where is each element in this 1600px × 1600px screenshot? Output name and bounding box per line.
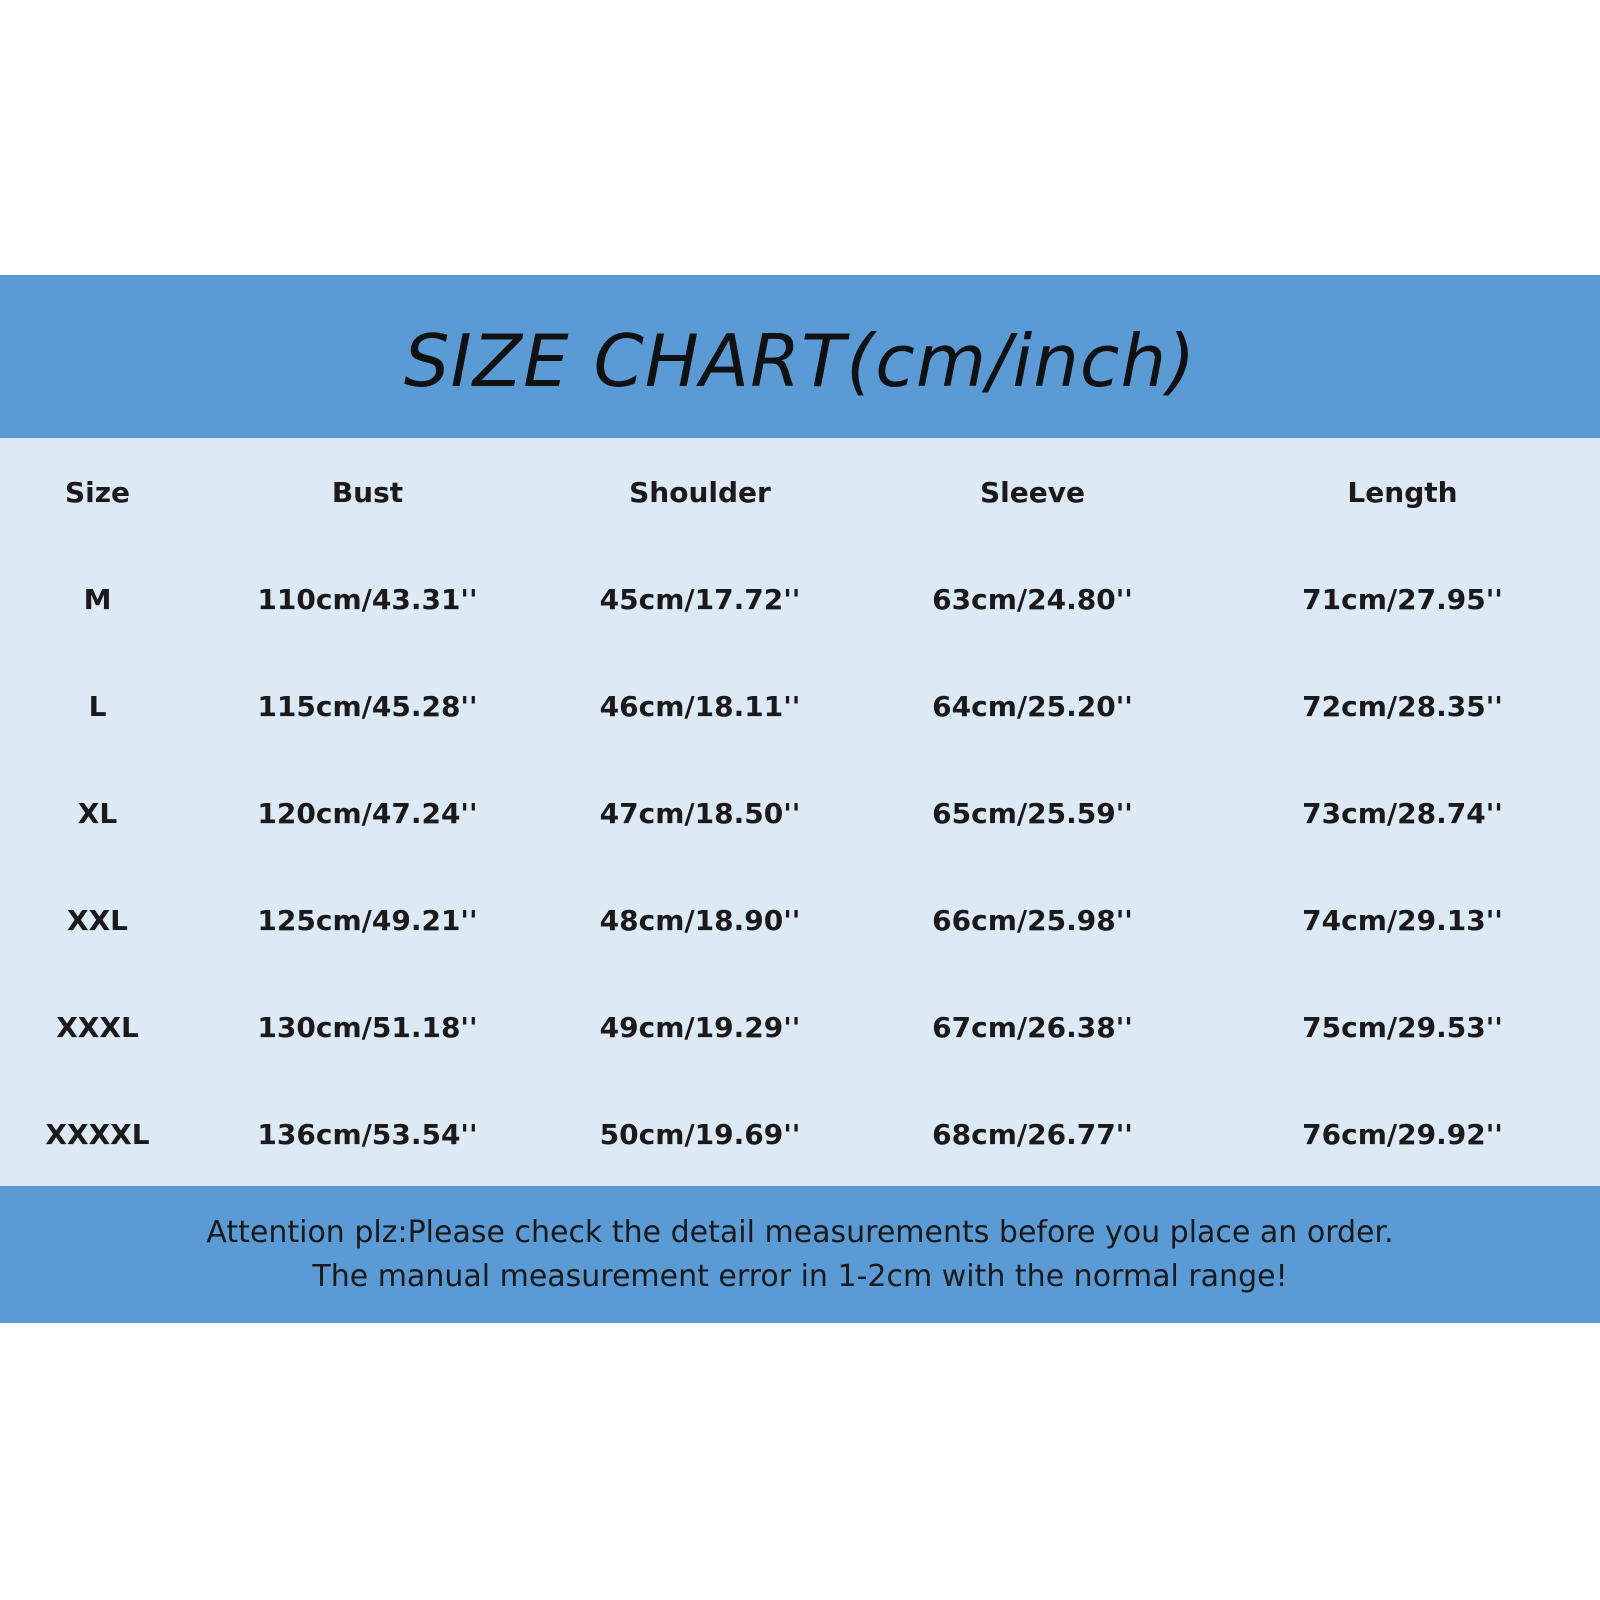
column-header-sleeve: Sleeve [980,475,1085,509]
cell-length: 74cm/29.13'' [1302,904,1503,937]
footer-band [0,1186,1600,1323]
size-table-area [0,438,1600,1186]
cell-shoulder: 45cm/17.72'' [599,583,801,616]
table-row [0,653,1600,760]
cell-sleeve: 67cm/26.38'' [932,1011,1133,1044]
cell-shoulder: 49cm/19.29'' [599,1011,801,1044]
cell-size: M [83,583,112,616]
cell-bust: 115cm/45.28'' [257,690,478,723]
cell-length: 76cm/29.92'' [1302,1118,1503,1151]
cell-shoulder: 50cm/19.69'' [599,1118,801,1151]
attention-notice: Attention plz:Please check the detail measurements before you place an order. [206,1214,1394,1250]
cell-bust: 136cm/53.54'' [257,1118,478,1151]
size-table [0,438,1600,1188]
cell-sleeve: 64cm/25.20'' [932,690,1133,723]
cell-length: 71cm/27.95'' [1302,583,1503,616]
table-header-row [0,438,1600,546]
cell-shoulder: 47cm/18.50'' [599,797,801,830]
table-row [0,867,1600,974]
cell-size: XXXL [56,1011,139,1044]
cell-size: XXL [66,904,129,937]
cell-sleeve: 65cm/25.59'' [932,797,1133,830]
cell-size: XL [77,797,118,830]
cell-bust: 110cm/43.31'' [257,583,478,616]
cell-bust: 125cm/49.21'' [257,904,478,937]
cell-length: 72cm/28.35'' [1302,690,1503,723]
table-row [0,1081,1600,1188]
cell-sleeve: 66cm/25.98'' [932,904,1133,937]
table-row [0,546,1600,653]
cell-size: L [88,690,107,723]
column-header-bust: Bust [331,475,404,509]
cell-sleeve: 68cm/26.77'' [932,1118,1133,1151]
column-header-size: Size [64,475,131,509]
cell-shoulder: 46cm/18.11'' [599,690,801,723]
cell-length: 73cm/28.74'' [1302,797,1503,830]
cell-shoulder: 48cm/18.90'' [599,904,801,937]
table-row [0,974,1600,1081]
cell-size: XXXXL [45,1118,150,1151]
cell-length: 75cm/29.53'' [1302,1011,1503,1044]
cell-sleeve: 63cm/24.80'' [932,583,1133,616]
chart-title: SIZE CHART(cm/inch) [403,318,1197,403]
cell-bust: 130cm/51.18'' [257,1011,478,1044]
cell-bust: 120cm/47.24'' [257,797,478,830]
measurement-error-notice: The manual measurement error in 1-2cm with the normal range! [312,1258,1288,1294]
column-header-shoulder: Shoulder [629,475,771,509]
header-band [0,275,1600,438]
column-header-length: Length [1347,475,1458,509]
table-row [0,760,1600,867]
